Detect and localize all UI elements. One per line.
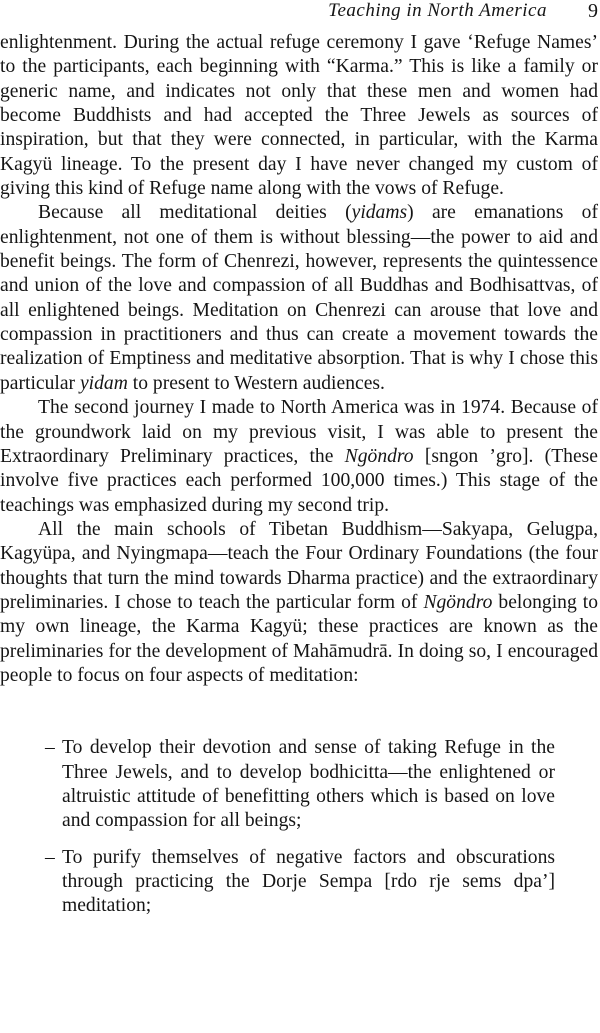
- text-run: ) are emanations of enlightenment, not one of them is without blessing—the power to aid and benefit beings. The form of Chenrezi, however, represents the quintessence and union of the love and compassion of all Buddhas and Bodhisattvas, of all enlightened beings. Meditation on Chenrezi can arouse that love and compassion in practitioners and thus can create a movement towards the realization of Emptiness and meditative absorption. That is why I chose this particular: [0, 202, 598, 394]
- list-item-text: To develop their devotion and sense of taking Refuge in the Three Jewels, and to develop bodhicitta—the enlightened or altruistic attitude of benefitting others which is based on love and compassion for all beings;: [62, 737, 555, 832]
- running-head: [0, 0, 600, 24]
- list-item: [45, 736, 555, 833]
- paragraph-second-journey: [0, 396, 598, 518]
- meditation-aspects-list: [0, 736, 555, 918]
- paragraph-main-schools: [0, 518, 598, 688]
- text-run: [sngon ’gro]. (These involve five practices each performed 100,000 times.) This stage of the teachings was emphasized during my second trip.: [0, 445, 598, 516]
- text-run: Because all meditational deities (: [38, 202, 352, 224]
- dash-marker: –: [45, 846, 55, 868]
- dash-marker: –: [45, 737, 55, 759]
- text-run: to present to Western audiences.: [127, 372, 385, 394]
- list-item-text: To purify themselves of negative factors and obscurations through practicing the Dorje Sempa [rdo rje sems dpa’] meditation;: [62, 846, 555, 917]
- text-run: The second journey I made to North America was in 1974. Because of the groundwork laid on my previous visit, I was able to present the Extraordinary Preliminary practices, the: [0, 397, 598, 467]
- page-body: [0, 31, 598, 931]
- text-run: All the main schools of Tibetan Buddhism—Sakyapa, Gelugpa, Kagyüpa, and Nyingmapa—teach the Four Ordinary Foundations (the four thoughts that turn the mind towards Dharma practice) and the extraordinary preliminaries. I chose to teach the particular form of: [0, 518, 598, 613]
- italic-term: Ngöndro: [423, 591, 493, 613]
- italic-term: Ngöndro: [344, 445, 414, 467]
- italic-term: yidams: [351, 202, 408, 224]
- page-number: 9: [588, 0, 598, 22]
- paragraph-refuge-names: [0, 31, 598, 201]
- text-run: enlightenment. During the actual refuge ceremony I gave ‘Refuge Names’ to the participants, each beginning with “Karma.” This is like a family or generic name, and indicates not only that these men and women had become Buddhists and had accepted the Three Jewels as sources of inspiration, but that they were connected, in particular, with the Karma Kagyü lineage. To the present day I have never changed my custom of giving this kind of Refuge name along with the vows of Refuge.: [0, 32, 598, 200]
- italic-term: yidam: [79, 372, 128, 394]
- text-run: belonging to my own lineage, the Karma Kagyü; these practices are known as the preliminaries for the development of Mahāmudrā. In doing so, I encouraged people to focus on four aspects of meditation:: [0, 591, 599, 686]
- paragraph-yidams: [0, 201, 598, 396]
- list-item: [45, 846, 555, 919]
- running-title: Teaching in North America: [328, 0, 547, 21]
